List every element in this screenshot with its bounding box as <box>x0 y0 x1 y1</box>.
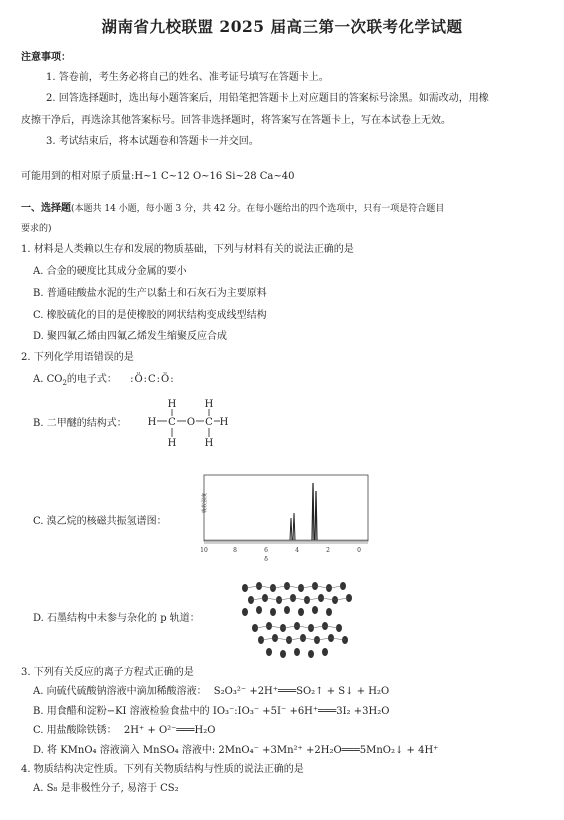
q1-option-c: C. 橡胶硫化的目的是使橡胶的网状结构变成线型结构 <box>33 310 267 321</box>
note-3: 3. 考试结束后，将本试题卷和答题卡一并交回。 <box>46 136 259 147</box>
graphite-p-orbitals-figure <box>237 582 359 662</box>
q3-option-a <box>33 685 389 699</box>
section1-title: 一、选择题 <box>21 203 71 214</box>
q3-option-c <box>33 724 215 738</box>
svg-text:H: H <box>219 417 229 428</box>
svg-text:H: H <box>167 438 177 449</box>
q1-option-a: A. 合金的硬度比其成分金属的要小 <box>33 266 187 277</box>
nmr-peak-triplet <box>312 483 317 540</box>
svg-text:C: C <box>205 417 213 428</box>
q3-b-equation: IO₃⁻:IO₃⁻ +5I⁻ +6H⁺═══3I₂ +3H₂O <box>212 706 390 717</box>
nmr-peak-quartet <box>290 513 295 540</box>
q3-b-text: B. 用食醋和淀粉−KI 溶液检验食盐中的 <box>33 706 213 717</box>
q3-option-b <box>33 705 389 719</box>
q2-stem: 2. 下列化学用语错误的是 <box>21 352 134 363</box>
q2-option-b: B. 二甲醚的结构式： <box>33 418 127 429</box>
q3-option-d <box>33 744 438 758</box>
q2-a-sub: 2 <box>62 379 67 387</box>
q4-stem: 4. 物质结构决定性质。下列有关物质结构与性质的说法正确的是 <box>21 764 304 775</box>
svg-text:H: H <box>204 399 214 410</box>
q3-c-text: C. 用盐酸除铁锈： <box>33 725 117 736</box>
q3-c-equation: 2H⁺ + O²⁻═══H₂O <box>123 725 216 736</box>
note-2: 2. 回答选择题时，选出每小题答案后，用铅笔把答题卡上对应题目的答案标号涂黑。如需改动，用橡 <box>46 93 489 104</box>
svg-text:H: H <box>147 417 157 428</box>
svg-text:10: 10 <box>200 547 208 554</box>
svg-text:4: 4 <box>295 547 299 554</box>
q2-option-a <box>33 373 175 387</box>
q3-d-equation: 2MnO₄⁻ +3Mn²⁺ +2H₂O═══5MnO₂↓ + 4H⁺ <box>218 745 439 756</box>
q1-option-d: D. 聚四氟乙烯由四氟乙烯发生缩聚反应合成 <box>33 331 228 342</box>
co2-electron-formula: :Ö:C:Ö: <box>130 374 175 385</box>
q3-d-text: D. 将 KMnO₄ 溶液滴入 MnSO₄ 溶液中: <box>33 745 219 756</box>
exam-title: 湖南省九校联盟 2025 届高三第一次联考化学试题 <box>101 17 463 36</box>
dimethyl-ether-structure <box>146 395 229 455</box>
q2-a-post: 的电子式： <box>66 374 117 385</box>
q3-a-equation: S₂O₃²⁻ +2H⁺═══SO₂↑ + S↓ + H₂O <box>213 686 390 697</box>
nmr-spectrum-figure <box>198 473 376 569</box>
q1-option-b: B. 普通硅酸盐水泥的生产以黏土和石灰石为主要原料 <box>33 288 267 299</box>
section1-desc-cont: 要求的) <box>21 224 52 234</box>
section1-desc: (本题共 14 小题，每小题 3 分，共 42 分。在每小题给出的四个选项中，只有一项是符合题目 <box>71 204 445 214</box>
svg-text:O: O <box>186 417 196 428</box>
section1-header <box>21 202 444 216</box>
q2-option-d: D. 石墨结构中未参与杂化的 p 轨道： <box>33 613 200 624</box>
note-2-cont: 皮擦干净后，再选涂其他答案标号。回答非选择题时，将答案写在答题卡上，写在本试卷上无效。 <box>21 115 451 126</box>
svg-text:δ: δ <box>264 556 268 563</box>
svg-text:0: 0 <box>357 547 361 554</box>
note-1: 1. 答卷前，考生务必将自己的姓名、准考证号填写在答题卡上。 <box>46 72 329 83</box>
q1-stem: 1. 材料是人类赖以生存和发展的物质基础，下列与材料有关的说法正确的是 <box>21 244 354 255</box>
svg-text:吸收强度: 吸收强度 <box>202 492 208 513</box>
q3-a-text: A. 向硫代硫酸钠溶液中滴加稀酸溶液： <box>33 686 207 697</box>
svg-text:C: C <box>168 417 176 428</box>
svg-text:H: H <box>167 399 177 410</box>
svg-text:H: H <box>204 438 214 449</box>
svg-text:2: 2 <box>326 547 330 554</box>
q2-a-prefix: A. CO <box>33 374 63 385</box>
q3-stem: 3. 下列有关反应的离子方程式正确的是 <box>21 667 194 678</box>
svg-text:8: 8 <box>233 547 237 554</box>
atomic-mass-line: 可能用到的相对原子质量:H~1 C~12 O~16 Si~28 Ca~40 <box>21 171 295 182</box>
q4-option-a: A. S₈ 是非极性分子, 易溶于 CS₂ <box>33 783 179 794</box>
notes-heading: 注意事项： <box>21 52 71 63</box>
q2-option-c: C. 溴乙烷的核磁共振氢谱图： <box>33 516 167 527</box>
svg-text:6: 6 <box>264 547 268 554</box>
